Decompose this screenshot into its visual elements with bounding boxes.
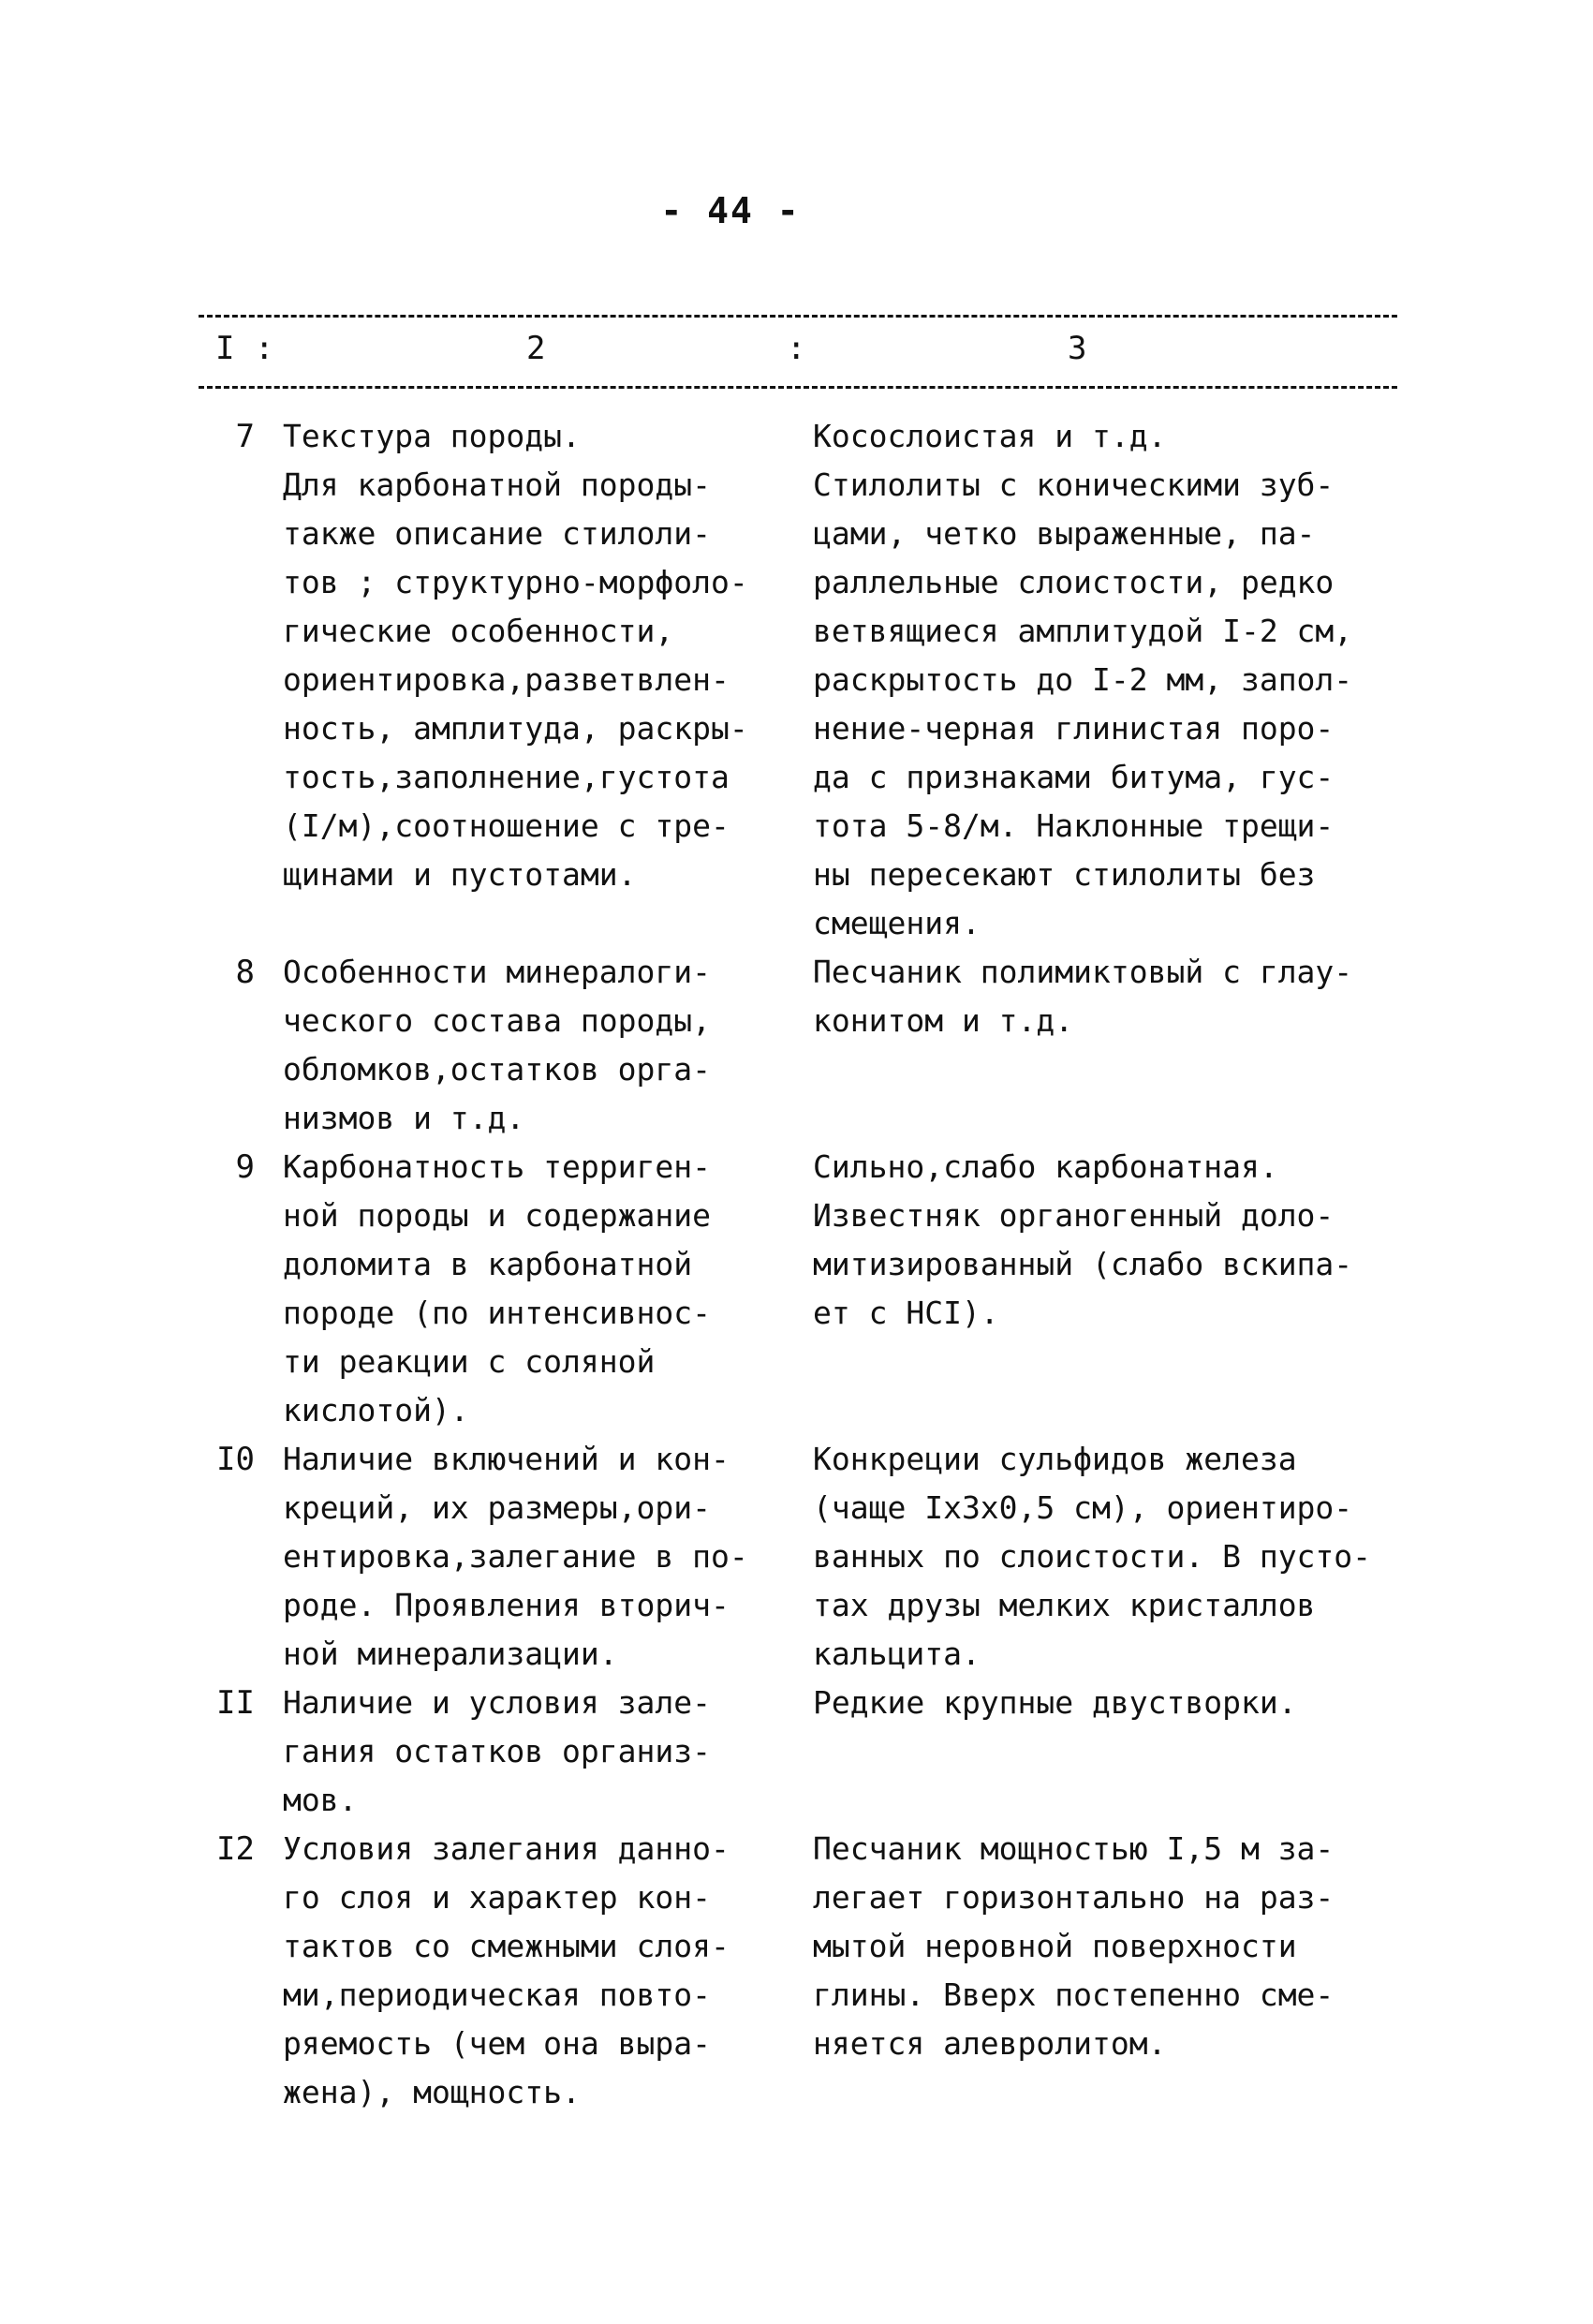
parameter-line: ной породы и содержание [283,1197,711,1234]
row-parameter-cell [283,1679,807,1825]
header-col2: 2 [526,330,546,367]
parameter-line: го слоя и характер кон- [283,1879,711,1916]
row-example-cell [813,948,1412,1045]
parameter-line: Текстура породы. [283,418,581,454]
parameter-line: гания остатков организ- [283,1733,711,1769]
example-line: конитом и т.д. [813,1002,1074,1039]
example-line: Конкреции сульфидов железа [813,1441,1297,1477]
parameter-line: низмов и т.д. [283,1100,525,1136]
row-example-cell [813,1679,1412,1727]
example-line: Песчаник мощностью I,5 м за- [813,1830,1335,1867]
parameter-line: ти реакции с соляной [283,1343,656,1380]
example-line: тах друзы мелких кристаллов [813,1587,1316,1623]
example-line: мытой неровной поверхности [813,1928,1297,1964]
parameter-line: Для карбонатной породы- [283,466,711,503]
parameter-line: тость,заполнение,густота [283,759,730,795]
header-separator-1: : [255,330,274,367]
table-row [199,1435,1416,1679]
example-line: легает горизонтально на раз- [813,1879,1335,1916]
parameter-line: Карбонатность терриген- [283,1148,711,1185]
parameter-line: роде. Проявления вторич- [283,1587,730,1623]
example-line: тота 5-8/м. Наклонные трещи- [813,807,1335,844]
example-line: (чаще IxЗx0,5 см), ориентиро- [813,1489,1353,1526]
row-number: 8 [235,954,255,991]
row-parameter-cell [283,1435,807,1679]
example-line: смещения. [813,905,981,941]
parameter-line: также описание стилоли- [283,515,711,552]
parameter-line: кислотой). [283,1392,469,1428]
example-line: ет с HCI). [813,1295,999,1331]
row-parameter-cell [283,1825,807,2117]
example-line: Сильно,слабо карбонатная. [813,1148,1278,1185]
row-example-cell [813,1435,1412,1679]
table-row [199,948,1416,1143]
example-line: Песчаник полимиктовый с глау- [813,954,1353,990]
parameter-line: Наличие включений и кон- [283,1441,730,1477]
parameter-line: ряемость (чем она выра- [283,2025,711,2062]
row-example-cell [813,412,1412,948]
row-number: I2 [216,1830,255,1868]
example-line: няется алевролитом. [813,2025,1167,2062]
table-row [199,1143,1416,1435]
table-header-rule [199,386,1397,389]
example-line: нение-черная глинистая поро- [813,710,1335,747]
parameter-line: ентировка,залегание в по- [283,1538,748,1575]
row-number: 9 [235,1148,255,1186]
parameter-line: гические особенности, [283,613,674,649]
example-line: Редкие крупные двустворки. [813,1684,1297,1721]
table-header-row [199,330,1397,375]
parameter-line: обломков,остатков орга- [283,1051,711,1088]
example-line: раскрытость до I-2 мм, запол- [813,661,1353,698]
table-body [199,412,1416,2117]
example-line: да с признаками битума, гус- [813,759,1335,795]
parameter-line: щинами и пустотами. [283,856,637,893]
parameter-line: мов. [283,1782,358,1818]
parameter-line: доломита в карбонатной [283,1246,693,1282]
table-row [199,1825,1416,2117]
example-line: цами, четко выраженные, па- [813,515,1316,552]
header-col3: 3 [1068,330,1087,367]
parameter-line: ность, амплитуда, раскры- [283,710,748,747]
example-line: ветвящиеся амплитудой I-2 см, [813,613,1353,649]
row-example-cell [813,1143,1412,1338]
parameter-line: тов ; структурно-морфоло- [283,564,748,600]
example-line: раллельные слоистости, редко [813,564,1335,600]
parameter-line: (I/м),соотношение с тре- [283,807,730,844]
parameter-line: ми,периодическая повто- [283,1976,711,2013]
example-line: Косослоистая и т.д. [813,418,1167,454]
row-example-cell [813,1825,1412,2068]
parameter-line: ной минерализации. [283,1636,618,1672]
row-parameter-cell [283,1143,807,1435]
parameter-line: ориентировка,разветвлен- [283,661,730,698]
parameter-line: Наличие и условия зале- [283,1684,711,1721]
table-row [199,1679,1416,1825]
parameter-line: Особенности минералоги- [283,954,711,990]
row-parameter-cell [283,948,807,1143]
example-line: глины. Вверх постепенно сме- [813,1976,1335,2013]
header-separator-2: : [787,330,806,367]
parameter-line: креций, их размеры,ори- [283,1489,711,1526]
parameter-line: тактов со смежными слоя- [283,1928,730,1964]
parameter-line: жена), мощность. [283,2074,581,2110]
parameter-line: ческого состава породы, [283,1002,711,1039]
parameter-line: Условия залегания данно- [283,1830,730,1867]
example-line: ны пересекают стилолиты без [813,856,1316,893]
header-col1: I [215,330,235,367]
example-line: Стилолиты с коническими зуб- [813,466,1335,503]
example-line: митизированный (слабо вскипа- [813,1246,1353,1282]
example-line: Известняк органогенный доло- [813,1197,1335,1234]
row-parameter-cell [283,412,807,899]
example-line: ванных по слоистости. В пусто- [813,1538,1372,1575]
row-number: I0 [216,1441,255,1478]
example-line: кальцита. [813,1636,981,1672]
row-number: 7 [235,418,255,455]
table-row [199,412,1416,948]
row-number: II [216,1684,255,1722]
page-number: - 44 - [660,190,801,231]
table-top-rule [199,315,1397,318]
parameter-line: породе (по интенсивнос- [283,1295,711,1331]
